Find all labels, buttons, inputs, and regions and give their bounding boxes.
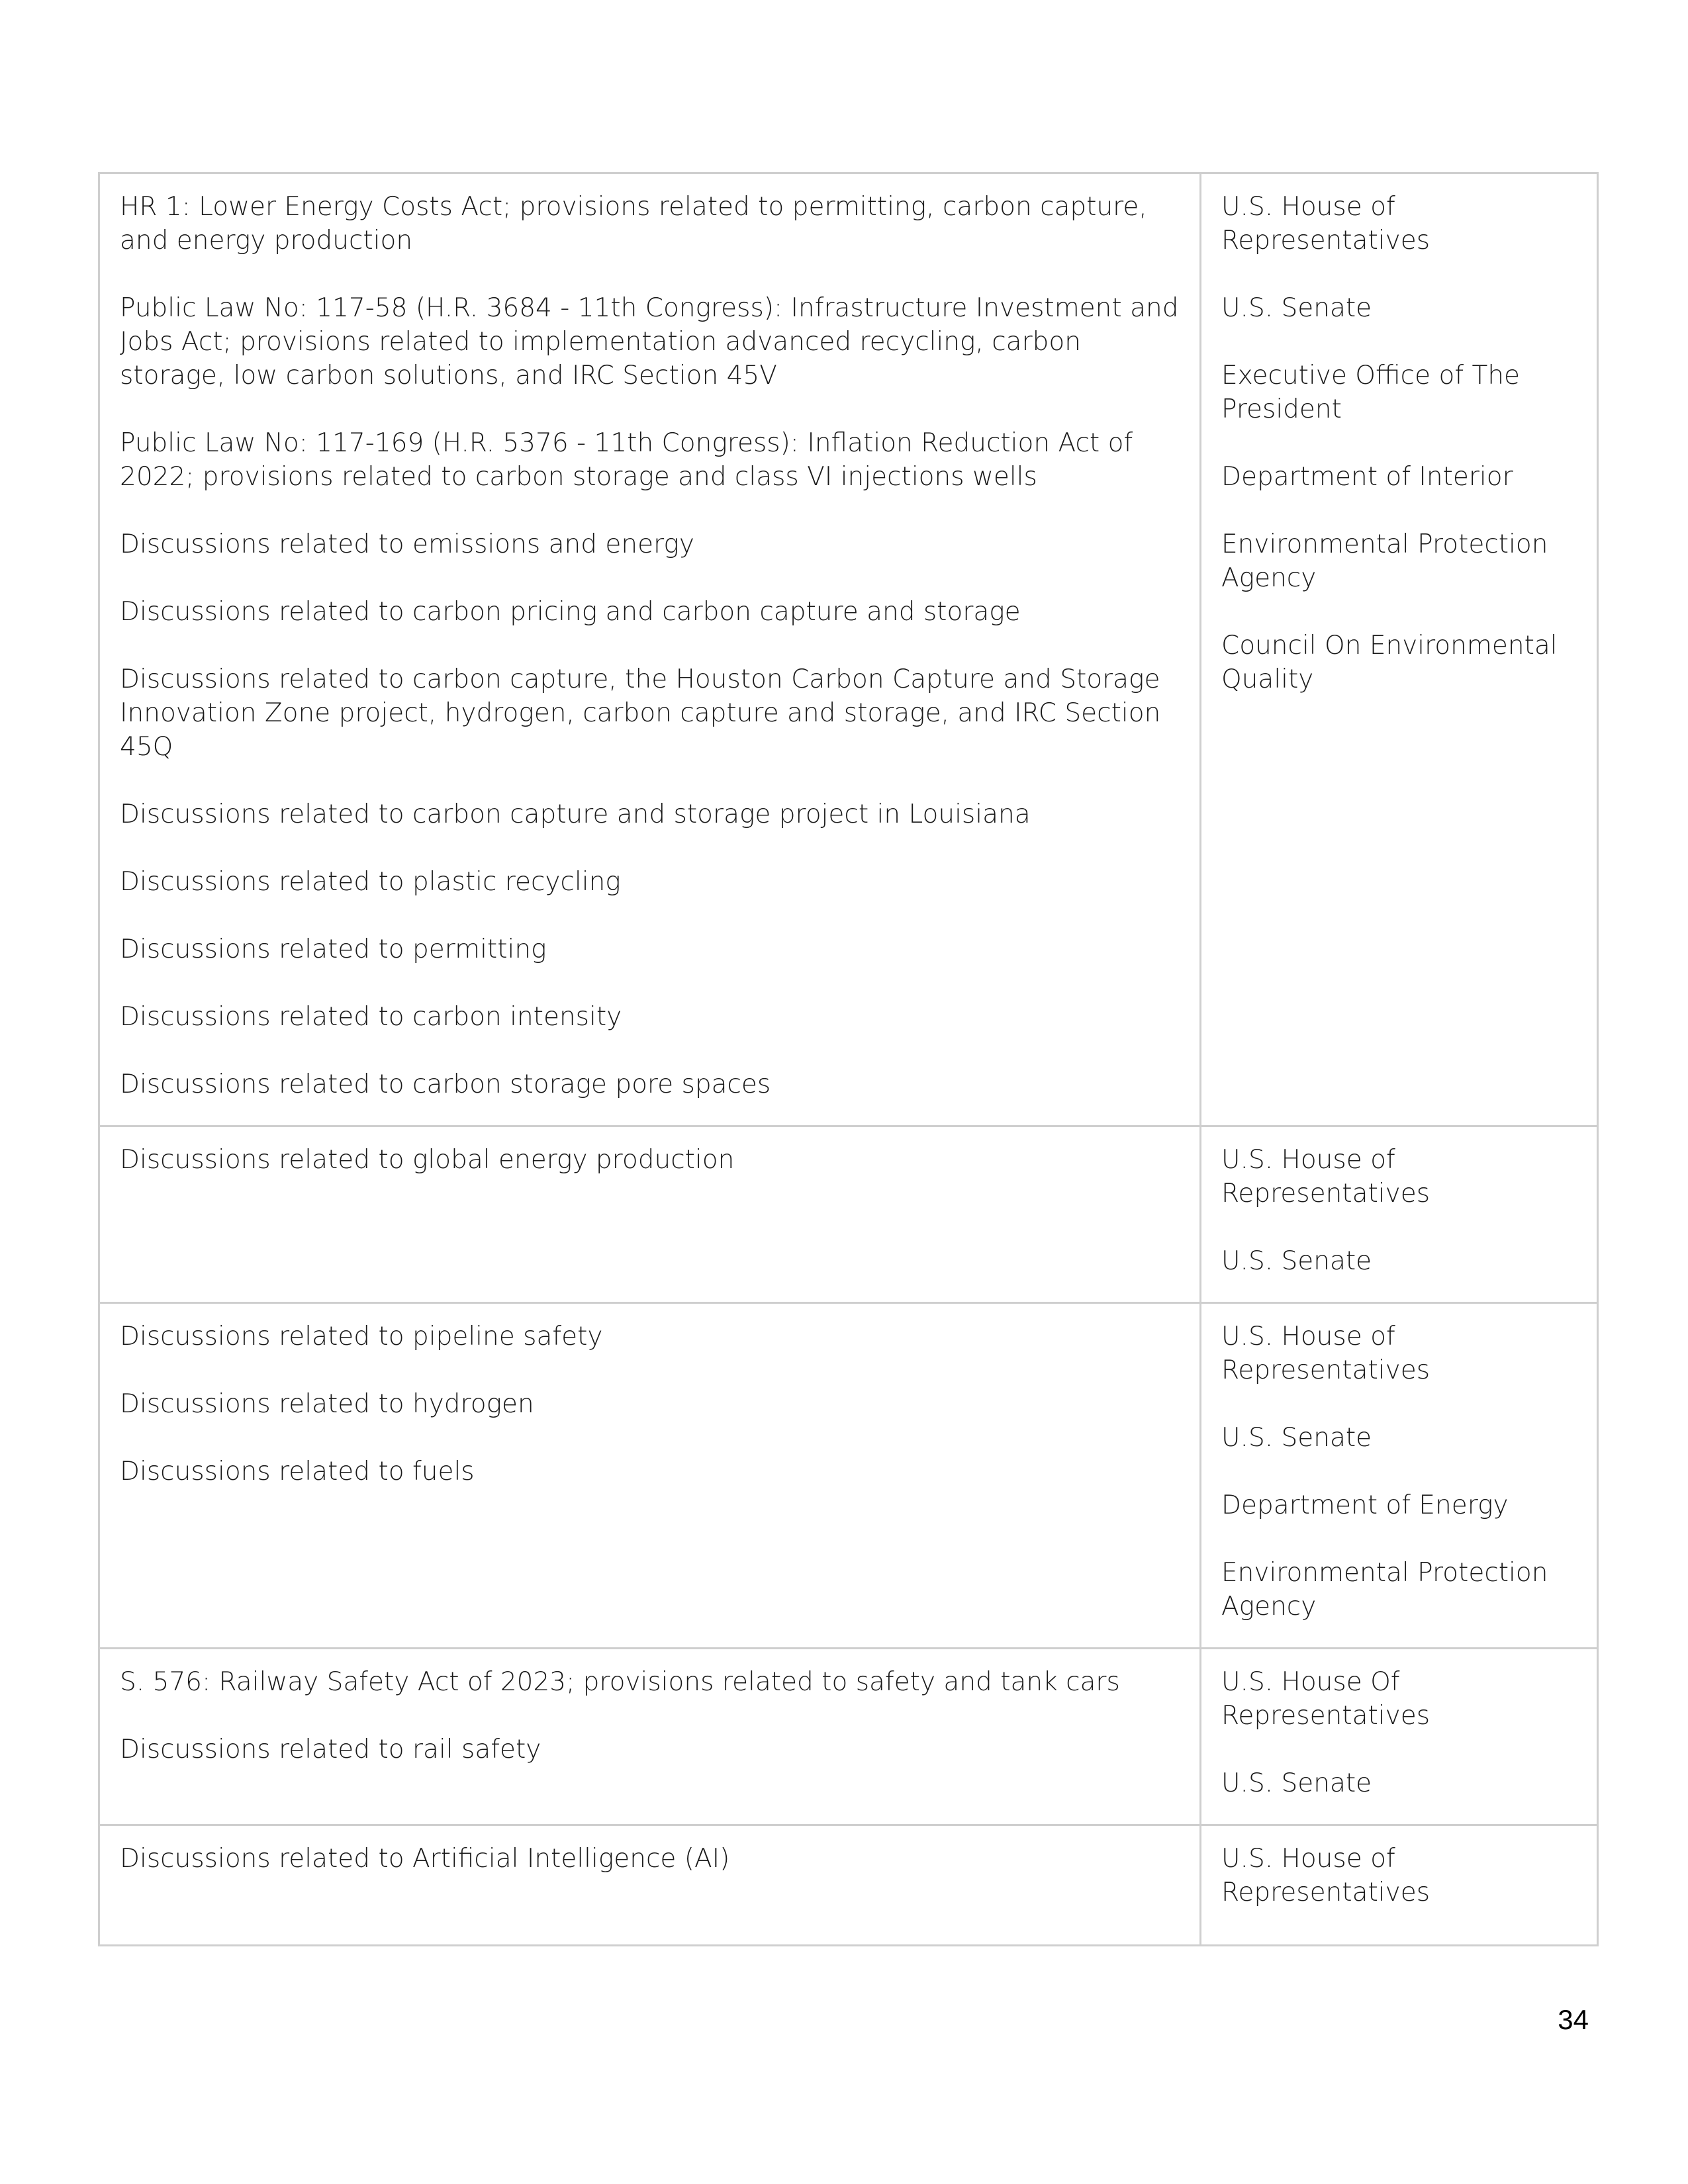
entities-cell xyxy=(1201,1303,1598,1649)
issue-entry: Discussions related to pipeline safety xyxy=(120,1322,603,1351)
entity-entry: U.S. House of Representatives xyxy=(1221,1322,1430,1385)
entity-entry: U.S. Senate xyxy=(1221,293,1372,323)
issues-cell xyxy=(99,173,1201,1126)
table-row xyxy=(99,1126,1598,1303)
entity-entry: Department of Interior xyxy=(1221,462,1513,492)
entity-entry: U.S. House of Representatives xyxy=(1221,1844,1430,1907)
entity-entry: U.S. House of Representatives xyxy=(1221,1145,1430,1208)
issue-entry: Discussions related to carbon storage pore spaces xyxy=(120,1069,771,1099)
entity-entry: U.S. House of Representatives xyxy=(1221,192,1430,255)
entities-cell xyxy=(1201,1825,1598,1946)
issue-entry: Discussions related to plastic recycling xyxy=(120,867,621,897)
issue-entry: Discussions related to Artificial Intelligence (AI) xyxy=(120,1844,730,1874)
entity-entry: Council On Environmental Quality xyxy=(1221,631,1558,694)
issue-entry: Discussions related to carbon capture and storage project in Louisiana xyxy=(120,799,1031,829)
table-row xyxy=(99,1303,1598,1649)
entity-entry: Department of Energy xyxy=(1221,1490,1509,1520)
page-number: 34 xyxy=(1558,2004,1589,2035)
issue-entry: Discussions related to carbon capture, the Houston Carbon Capture and Storage Innovation Zone project, hydrogen, carbon capture and storage, and IRC Section 45Q xyxy=(120,664,1161,762)
issue-entry: Public Law No: 117-58 (H.R. 3684 - 11th Congress): Infrastructure Investment and Jobs Act; provisions related to implementation advanced recycling, carbon storage, low carbon solutions, and IRC Section 45V xyxy=(120,293,1179,390)
issue-entry: Discussions related to fuels xyxy=(120,1457,475,1486)
issue-entry: Discussions related to global energy production xyxy=(120,1145,735,1175)
entities-cell xyxy=(1201,173,1598,1126)
issue-entry: Discussions related to carbon intensity xyxy=(120,1002,622,1032)
issues-cell xyxy=(99,1649,1201,1825)
entity-entry: U.S. House Of Representatives xyxy=(1221,1667,1430,1731)
entity-entry: Environmental Protection Agency xyxy=(1221,1558,1548,1621)
entities-cell xyxy=(1201,1649,1598,1825)
issue-entry: Discussions related to permitting xyxy=(120,934,547,964)
entity-entry: U.S. Senate xyxy=(1221,1768,1372,1798)
entity-entry: Executive Office of The President xyxy=(1221,361,1521,424)
issue-entry: HR 1: Lower Energy Costs Act; provisions related to permitting, carbon capture, and energy production xyxy=(120,192,1147,255)
issue-entry: Discussions related to emissions and energy xyxy=(120,529,694,559)
entity-entry: U.S. Senate xyxy=(1221,1423,1372,1453)
issue-entry: Discussions related to rail safety xyxy=(120,1735,541,1764)
issues-cell xyxy=(99,1303,1201,1649)
entity-entry: U.S. Senate xyxy=(1221,1246,1372,1276)
lobbying-issues-table xyxy=(98,172,1599,1946)
entities-cell xyxy=(1201,1126,1598,1303)
issue-entry: Public Law No: 117-169 (H.R. 5376 - 11th Congress): Inflation Reduction Act of 2022; provisions related to carbon storage and class VI injections wells xyxy=(120,428,1133,492)
issue-entry: S. 576: Railway Safety Act of 2023; provisions related to safety and tank cars xyxy=(120,1667,1120,1697)
issue-entry: Discussions related to carbon pricing and carbon capture and storage xyxy=(120,597,1021,627)
issues-cell xyxy=(99,1825,1201,1946)
table-row xyxy=(99,1649,1598,1825)
issues-cell xyxy=(99,1126,1201,1303)
table-row xyxy=(99,1825,1598,1946)
entity-entry: Environmental Protection Agency xyxy=(1221,529,1548,593)
issue-entry: Discussions related to hydrogen xyxy=(120,1389,534,1419)
table-row xyxy=(99,173,1598,1126)
